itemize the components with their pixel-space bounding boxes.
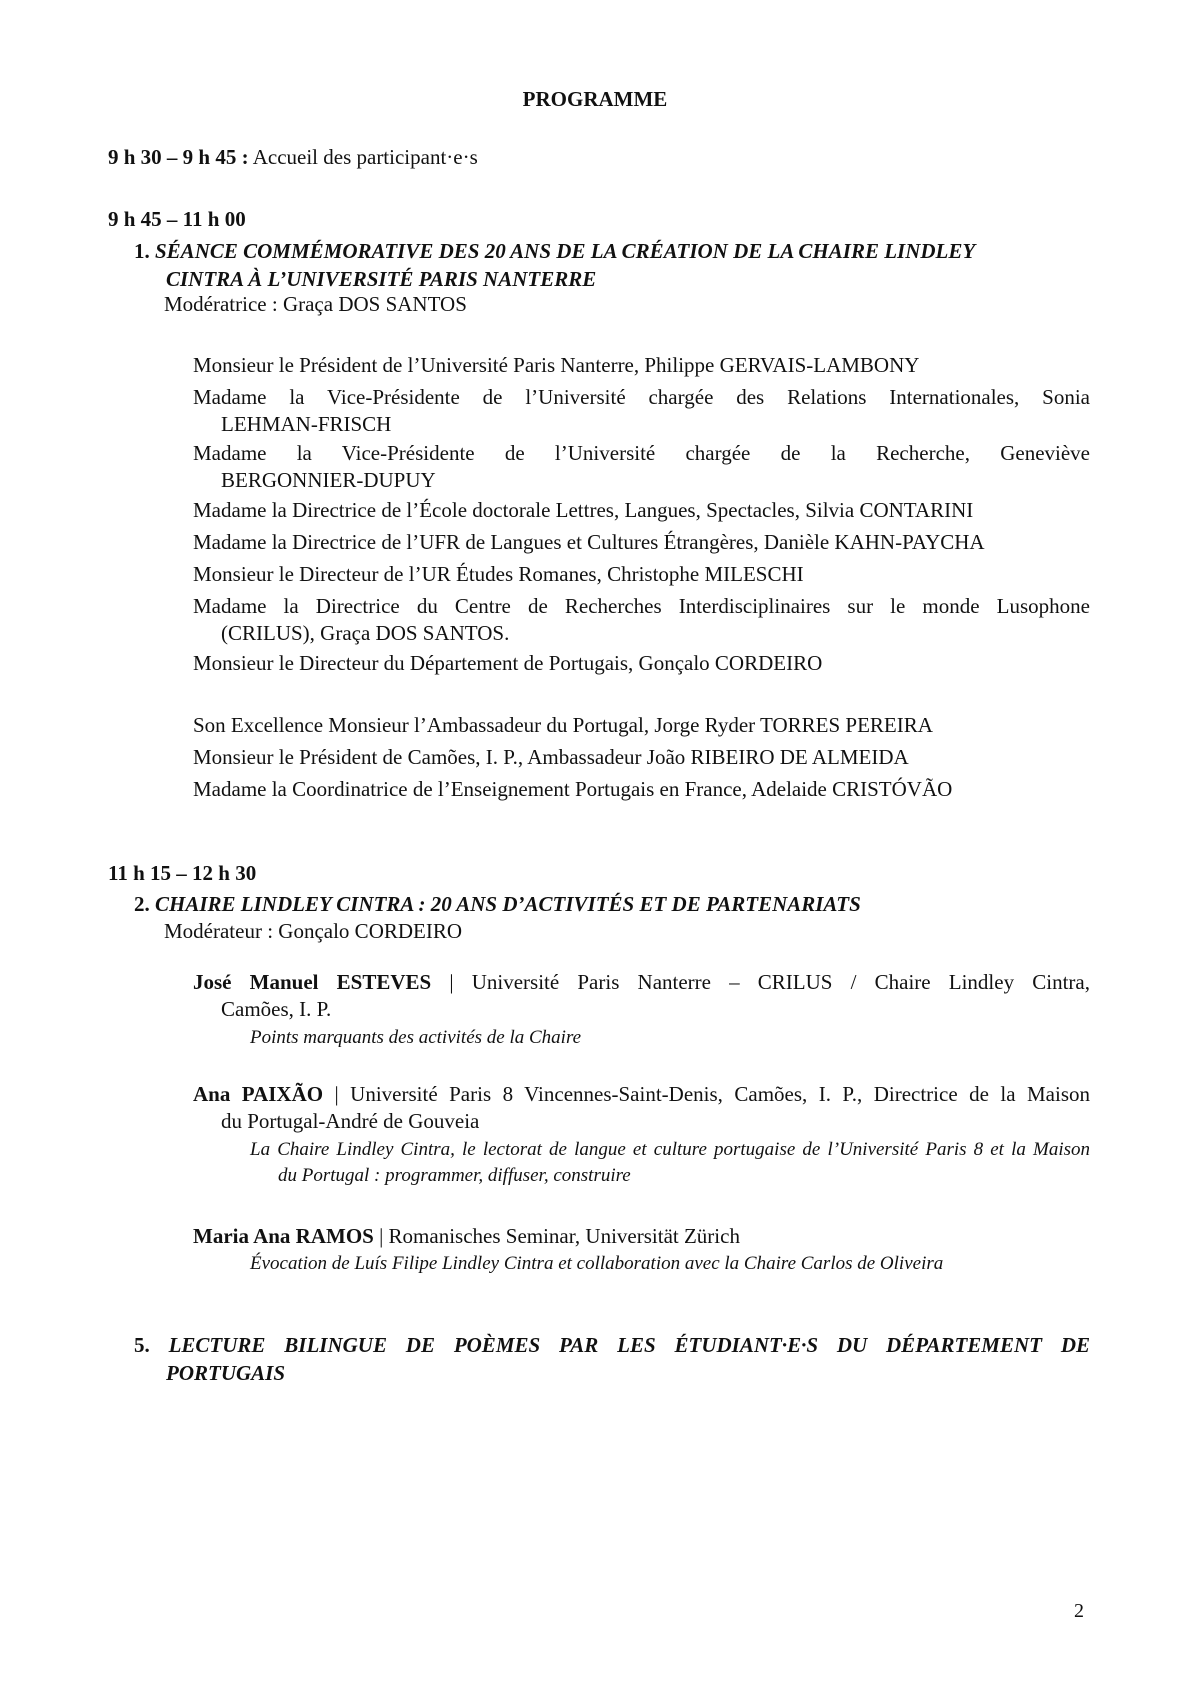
speaker-2-name: Ana PAIXÃO xyxy=(193,1082,324,1106)
session-1-number: 1. xyxy=(134,239,150,263)
guest-2: Monsieur le Président de Camões, I. P., Ambassadeur João RIBEIRO DE ALMEIDA xyxy=(193,745,909,769)
official-1: Monsieur le Président de l’Université Paris Nanterre, Philippe GERVAIS-LAMBONY xyxy=(193,353,920,377)
session-1-moderator: Modératrice : Graça DOS SANTOS xyxy=(164,292,467,316)
official-3: Madame la Vice-Présidente de l’Université chargée de la Recherche, Geneviève BERGONNIER-DUPUY xyxy=(193,441,1090,492)
speaker-3 xyxy=(193,1223,1090,1250)
guest-3: Madame la Coordinatrice de l’Enseignement Portugais en France, Adelaide CRISTÓVÃO xyxy=(193,777,953,801)
official-4: Madame la Directrice de l’École doctorale Lettres, Langues, Spectacles, Silvia CONTARINI xyxy=(193,498,974,522)
speaker-1 xyxy=(193,969,1090,1023)
speaker-1-name: José Manuel ESTEVES xyxy=(193,970,432,994)
speaker-1-affiliation: | Université Paris Nanterre – CRILUS / Chaire Lindley Cintra, xyxy=(431,970,1090,994)
page-number: 2 xyxy=(1074,1600,1084,1622)
welcome-text: Accueil des participant·e·s xyxy=(252,145,478,169)
official-6: Monsieur le Directeur de l’UR Études Romanes, Christophe MILESCHI xyxy=(193,562,804,586)
session-1-title-line1: SÉANCE COMMÉMORATIVE DES 20 ANS DE LA CRÉATION DE LA CHAIRE LINDLEY xyxy=(155,239,976,263)
session-5-title xyxy=(134,1331,1090,1387)
speaker-3-name: Maria Ana RAMOS xyxy=(193,1224,374,1248)
session-2-number: 2. xyxy=(134,892,150,916)
welcome-time: 9 h 30 – 9 h 45 : xyxy=(108,145,249,169)
session-5-title-line1: LECTURE BILINGUE DE POÈMES PAR LES ÉTUDIANT·E·S DU DÉPARTEMENT DE xyxy=(168,1333,1090,1357)
speaker-2-affiliation: | Université Paris 8 Vincennes-Saint-Denis, Camões, I. P., Directrice de la Maison xyxy=(323,1082,1090,1106)
guest-1: Son Excellence Monsieur l’Ambassadeur du Portugal, Jorge Ryder TORRES PEREIRA xyxy=(193,713,933,737)
page-title: PROGRAMME xyxy=(522,87,668,111)
block2-time: 11 h 15 – 12 h 30 xyxy=(108,861,257,885)
speaker-2 xyxy=(193,1081,1090,1135)
block1-time: 9 h 45 – 11 h 00 xyxy=(108,207,246,231)
speaker-3-talk: Évocation de Luís Filipe Lindley Cintra et collaboration avec la Chaire Carlos de Oliveira xyxy=(250,1253,944,1274)
official-8: Monsieur le Directeur du Département de Portugais, Gonçalo CORDEIRO xyxy=(193,651,823,675)
speaker-1-affiliation-cont: Camões, I. P. xyxy=(221,997,332,1021)
official-5: Madame la Directrice de l’UFR de Langues et Cultures Étrangères, Danièle KAHN-PAYCHA xyxy=(193,530,985,554)
session-2-title xyxy=(134,890,1090,918)
speaker-1-talk: Points marquants des activités de la Chaire xyxy=(250,1027,582,1048)
session-2-title-text: CHAIRE LINDLEY CINTRA : 20 ANS D’ACTIVITÉS ET DE PARTENARIATS xyxy=(155,892,861,916)
speaker-2-affiliation-cont: du Portugal-André de Gouveia xyxy=(221,1109,480,1133)
session-5-number: 5. xyxy=(134,1333,150,1357)
session-2-moderator: Modérateur : Gonçalo CORDEIRO xyxy=(164,919,463,943)
speaker-2-talk: La Chaire Lindley Cintra, le lectorat de langue et culture portugaise de l’Université Paris 8 et la Maison du Portugal : programmer, diffuser, construire xyxy=(250,1139,1090,1186)
speaker-3-affiliation: | Romanisches Seminar, Universität Zürich xyxy=(373,1224,740,1248)
welcome-line xyxy=(108,144,478,171)
session-5-title-line2: PORTUGAIS xyxy=(166,1361,286,1385)
official-7: Madame la Directrice du Centre de Recherches Interdisciplinaires sur le monde Lusophone (CRILUS), Graça DOS SANTOS. xyxy=(193,594,1090,645)
session-1-title xyxy=(134,237,1090,293)
session-1-title-line2: CINTRA À L’UNIVERSITÉ PARIS NANTERRE xyxy=(166,267,597,291)
official-2: Madame la Vice-Présidente de l’Université chargée des Relations Internationales, Sonia LEHMAN-FRISCH xyxy=(193,385,1090,436)
